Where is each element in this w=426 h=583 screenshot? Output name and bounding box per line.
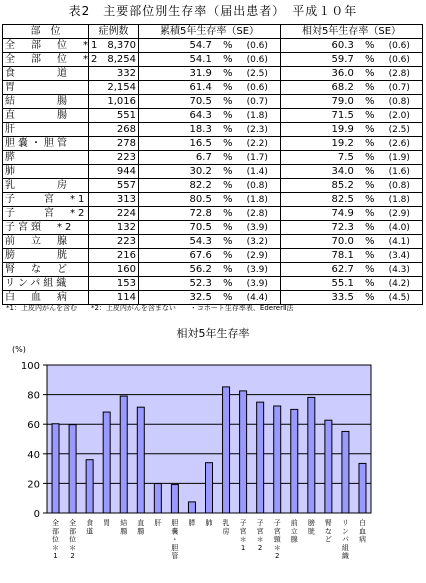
percent-sign: %: [219, 109, 233, 121]
chart-title: 相対5年生存率: [176, 327, 250, 340]
cell-cumulative-se: (3.9): [235, 263, 281, 277]
cell-cases: 944: [89, 165, 139, 179]
y-tick-label: 80: [27, 390, 40, 402]
table-row: [3, 109, 423, 123]
cell-cumulative-se: (1.8): [235, 193, 281, 207]
cell-cases: 216: [89, 249, 139, 263]
percent-sign: %: [219, 221, 233, 233]
cell-cumulative-rate: 64.3 %: [139, 109, 235, 123]
cell-relative-se: (4.0): [377, 221, 423, 235]
cell-cases: 1,016: [89, 95, 139, 109]
cell-cumulative-rate: 70.5 %: [139, 221, 235, 235]
y-tick-label: 100: [20, 361, 40, 372]
table-row: [3, 151, 423, 165]
cell-relative-rate: 74.9 %: [281, 207, 377, 221]
cell-relative-se: (1.8): [377, 193, 423, 207]
percent-sign: %: [219, 207, 233, 219]
cell-relative-se: (0.7): [377, 81, 423, 95]
bar: [359, 463, 366, 513]
header-cases: 症例数: [89, 25, 139, 39]
table-row: [3, 67, 423, 81]
cell-relative-se: (0.8): [377, 179, 423, 193]
percent-sign: %: [361, 151, 375, 163]
cell-relative-rate: 72.3 %: [281, 221, 377, 235]
percent-sign: %: [361, 165, 375, 177]
cell-relative-rate: 71.5 %: [281, 109, 377, 123]
cell-relative-se: (2.8): [377, 67, 423, 81]
cell-site: 食 道: [3, 67, 89, 81]
cell-cumulative-rate: 16.5 %: [139, 137, 235, 151]
table-row: [3, 193, 423, 207]
cell-cases: 557: [89, 179, 139, 193]
table-row: [3, 207, 423, 221]
x-tick-label: 肝: [154, 519, 162, 527]
table-row: [3, 95, 423, 109]
cell-site: 全 部 位 *2: [3, 53, 89, 67]
x-tick-label: 乳房: [222, 519, 230, 536]
table-row: [3, 179, 423, 193]
cell-relative-rate: 70.0 %: [281, 235, 377, 249]
percent-sign: %: [219, 67, 233, 79]
cell-relative-se: (3.4): [377, 249, 423, 263]
cell-cumulative-rate: 80.5 %: [139, 193, 235, 207]
cell-site: 肝: [3, 123, 89, 137]
cell-cumulative-se: (2.9): [235, 249, 281, 263]
cell-relative-se: (0.6): [377, 39, 423, 53]
cell-relative-se: (2.5): [377, 123, 423, 137]
cell-site: 子 宮 *1: [3, 193, 89, 207]
cell-site: リンパ組織: [3, 277, 89, 291]
cell-cases: 268: [89, 123, 139, 137]
cell-relative-rate: 7.5 %: [281, 151, 377, 165]
cell-cases: 313: [89, 193, 139, 207]
cell-cumulative-rate: 70.5 %: [139, 95, 235, 109]
percent-sign: %: [361, 277, 375, 289]
cell-cumulative-se: (0.8): [235, 179, 281, 193]
x-tick-label: 胃: [103, 519, 111, 527]
cell-cumulative-rate: 54.7 %: [139, 39, 235, 53]
table-row: [3, 137, 423, 151]
cell-site: 白 血 病: [3, 291, 89, 305]
relative-survival-chart: [0, 325, 426, 583]
cell-relative-se: (0.6): [377, 53, 423, 67]
bar: [325, 420, 332, 513]
cell-relative-rate: 68.2 %: [281, 81, 377, 95]
cell-cases: 160: [89, 263, 139, 277]
percent-sign: %: [219, 81, 233, 93]
bar: [120, 396, 127, 513]
percent-sign: %: [361, 179, 375, 191]
cell-relative-rate: 85.2 %: [281, 179, 377, 193]
percent-sign: %: [219, 95, 233, 107]
table-row: [3, 249, 423, 263]
cell-site: 胃: [3, 81, 89, 95]
cell-cumulative-rate: 54.1 %: [139, 53, 235, 67]
cell-cumulative-se: (2.2): [235, 137, 281, 151]
cell-cumulative-se: (2.5): [235, 67, 281, 81]
percent-sign: %: [219, 249, 233, 261]
bar: [274, 406, 281, 513]
footnote: *1：上皮内がんを含む *2：上皮内がんを含まない ・コホート生存率表、EdererⅡ法: [6, 304, 294, 312]
cell-cumulative-se: (4.4): [235, 291, 281, 305]
cell-site: 膀 胱: [3, 249, 89, 263]
x-tick-label: 全部位＊ 1: [52, 519, 60, 561]
y-axis-label: (%): [12, 345, 26, 354]
cell-site: 結 腸: [3, 95, 89, 109]
cell-cumulative-se: (0.7): [235, 95, 281, 109]
percent-sign: %: [361, 207, 375, 219]
percent-sign: %: [361, 235, 375, 247]
cell-relative-se: (4.2): [377, 277, 423, 291]
cell-cumulative-rate: 32.5 %: [139, 291, 235, 305]
cell-cumulative-se: (2.3): [235, 123, 281, 137]
cell-cases: 8,254: [89, 53, 139, 67]
cell-relative-se: (1.6): [377, 165, 423, 179]
table-row: [3, 235, 423, 249]
percent-sign: %: [361, 291, 375, 303]
x-tick-label: リンパ組織: [341, 519, 349, 561]
cell-relative-se: (4.1): [377, 235, 423, 249]
bar: [154, 484, 161, 513]
table-row: [3, 277, 423, 291]
cell-cumulative-rate: 82.2 %: [139, 179, 235, 193]
bar: [69, 425, 76, 513]
cell-site: 子宮頸 *2: [3, 221, 89, 235]
cell-site: 全 部 位 *1: [3, 39, 89, 53]
bar: [52, 424, 59, 513]
cell-cases: 223: [89, 235, 139, 249]
bar: [342, 431, 349, 513]
cell-relative-rate: 79.0 %: [281, 95, 377, 109]
bar: [257, 402, 264, 513]
cell-relative-rate: 82.5 %: [281, 193, 377, 207]
cell-relative-se: (0.8): [377, 95, 423, 109]
percent-sign: %: [361, 81, 375, 93]
cell-site: 胆嚢・胆管: [3, 137, 89, 151]
cell-relative-se: (4.5): [377, 291, 423, 305]
table-row: [3, 263, 423, 277]
cell-relative-rate: 55.1 %: [281, 277, 377, 291]
header-site: 部 位: [3, 25, 89, 39]
cell-cumulative-rate: 56.2 %: [139, 263, 235, 277]
cell-cumulative-rate: 31.9 %: [139, 67, 235, 81]
percent-sign: %: [361, 109, 375, 121]
cell-cumulative-rate: 67.6 %: [139, 249, 235, 263]
x-tick-label: 子宮頸＊ 2: [273, 519, 281, 561]
cell-cases: 332: [89, 67, 139, 81]
x-tick-label: 食道: [86, 519, 94, 536]
cell-cumulative-rate: 61.4 %: [139, 81, 235, 95]
cell-site: 直 腸: [3, 109, 89, 123]
x-tick-label: 全部位＊ 2: [69, 519, 77, 561]
cell-cases: 2,154: [89, 81, 139, 95]
cell-relative-rate: 62.7 %: [281, 263, 377, 277]
cell-cumulative-rate: 6.7 %: [139, 151, 235, 165]
percent-sign: %: [219, 165, 233, 177]
cell-cases: 551: [89, 109, 139, 123]
bar: [137, 407, 144, 513]
cell-cases: 278: [89, 137, 139, 151]
cell-site: 子 宮 *2: [3, 207, 89, 221]
percent-sign: %: [361, 53, 375, 65]
cell-relative-rate: 78.1 %: [281, 249, 377, 263]
percent-sign: %: [361, 193, 375, 205]
percent-sign: %: [219, 151, 233, 163]
cell-site: 前 立 腺: [3, 235, 89, 249]
cell-relative-rate: 33.5 %: [281, 291, 377, 305]
cell-cumulative-rate: 72.8 %: [139, 207, 235, 221]
x-tick-label: 白血病: [358, 519, 366, 544]
percent-sign: %: [219, 123, 233, 135]
table-row: [3, 123, 423, 137]
header-relative: 相対5年生存率（SE）: [281, 25, 423, 39]
cell-cumulative-se: (0.6): [235, 53, 281, 67]
x-tick-label: 肺: [205, 519, 213, 527]
percent-sign: %: [219, 179, 233, 191]
x-tick-label: 前立腺: [290, 519, 298, 544]
percent-sign: %: [361, 95, 375, 107]
percent-sign: %: [361, 123, 375, 135]
cell-cumulative-rate: 30.2 %: [139, 165, 235, 179]
cell-relative-se: (1.9): [377, 151, 423, 165]
cell-relative-rate: 59.7 %: [281, 53, 377, 67]
cell-cumulative-rate: 52.3 %: [139, 277, 235, 291]
cell-relative-se: (2.6): [377, 137, 423, 151]
bar: [103, 412, 110, 513]
bar: [291, 409, 298, 513]
bar: [240, 391, 247, 513]
cell-cumulative-se: (3.2): [235, 235, 281, 249]
percent-sign: %: [361, 39, 375, 51]
cell-relative-rate: 19.9 %: [281, 123, 377, 137]
percent-sign: %: [219, 53, 233, 65]
cell-site: 腎 な ど: [3, 263, 89, 277]
cell-relative-rate: 60.3 %: [281, 39, 377, 53]
cell-cumulative-se: (1.4): [235, 165, 281, 179]
percent-sign: %: [361, 263, 375, 275]
x-tick-label: 結腸: [120, 519, 128, 536]
x-tick-label: 子宮＊ 1: [239, 519, 247, 552]
table-row: [3, 53, 423, 67]
table-header-row: [3, 25, 423, 39]
cell-cumulative-se: (0.6): [235, 39, 281, 53]
cell-cumulative-se: (3.9): [235, 277, 281, 291]
cell-site: 膵: [3, 151, 89, 165]
cell-cumulative-se: (3.9): [235, 221, 281, 235]
percent-sign: %: [361, 137, 375, 149]
cell-cumulative-se: (0.6): [235, 81, 281, 95]
x-tick-label: 子宮＊ 2: [256, 519, 264, 552]
x-tick-label: 膵: [188, 519, 196, 527]
cell-relative-rate: 36.0 %: [281, 67, 377, 81]
x-tick-label: 胆嚢・胆管: [171, 519, 179, 561]
cell-cases: 223: [89, 151, 139, 165]
cell-site: 乳 房: [3, 179, 89, 193]
percent-sign: %: [219, 263, 233, 275]
x-tick-label: 膀胱: [307, 519, 315, 536]
bar: [223, 387, 230, 513]
cell-cases: 8,370: [89, 39, 139, 53]
bar: [206, 463, 213, 513]
table-row: [3, 221, 423, 235]
x-tick-label: 腎など: [324, 519, 332, 544]
table-row: [3, 81, 423, 95]
page-title: 表2 主要部位別生存率（届出患者） 平成１０年: [68, 4, 358, 18]
percent-sign: %: [219, 291, 233, 303]
cell-cases: 153: [89, 277, 139, 291]
y-tick-label: 40: [27, 449, 40, 461]
cell-cases: 114: [89, 291, 139, 305]
cell-relative-se: (4.3): [377, 263, 423, 277]
table-row: [3, 39, 423, 53]
bar: [86, 460, 93, 513]
x-tick-label: 直腸: [137, 519, 145, 536]
y-tick-label: 60: [27, 420, 40, 432]
cell-site: 肺: [3, 165, 89, 179]
cell-cumulative-se: (2.8): [235, 207, 281, 221]
percent-sign: %: [219, 235, 233, 247]
percent-sign: %: [219, 39, 233, 51]
bar: [171, 485, 178, 513]
percent-sign: %: [219, 277, 233, 289]
bar: [188, 502, 195, 513]
percent-sign: %: [361, 67, 375, 79]
cell-relative-rate: 19.2 %: [281, 137, 377, 151]
header-cumulative: 累積5年生存率（SE）: [139, 25, 281, 39]
y-tick-label: 0: [33, 509, 40, 520]
y-tick-label: 20: [27, 479, 40, 491]
cell-cumulative-se: (1.7): [235, 151, 281, 165]
percent-sign: %: [361, 249, 375, 261]
cell-relative-se: (2.9): [377, 207, 423, 221]
percent-sign: %: [219, 193, 233, 205]
cell-cumulative-se: (1.8): [235, 109, 281, 123]
percent-sign: %: [219, 137, 233, 149]
cell-relative-se: (2.0): [377, 109, 423, 123]
bar: [308, 397, 315, 513]
cell-relative-rate: 34.0 %: [281, 165, 377, 179]
table-row: [3, 165, 423, 179]
percent-sign: %: [361, 221, 375, 233]
cell-cases: 224: [89, 207, 139, 221]
survival-table: [2, 24, 423, 305]
cell-cases: 132: [89, 221, 139, 235]
cell-cumulative-rate: 54.3 %: [139, 235, 235, 249]
cell-cumulative-rate: 18.3 %: [139, 123, 235, 137]
